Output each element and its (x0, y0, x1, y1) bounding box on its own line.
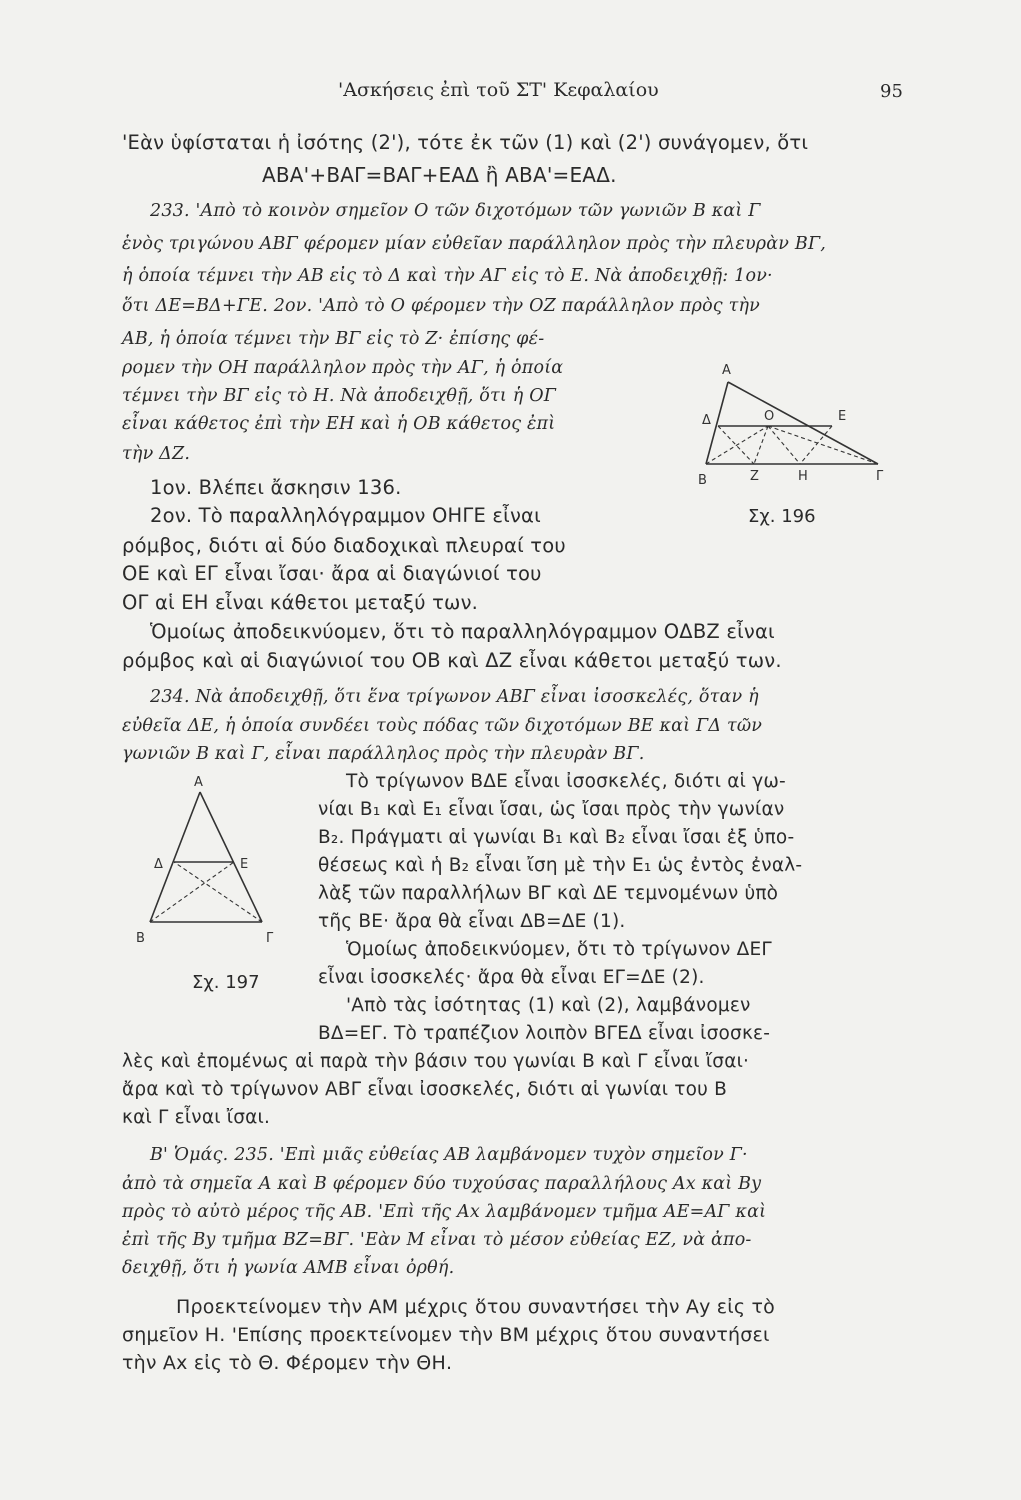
label-Z: Ζ (750, 469, 759, 484)
equation-line: ΑΒΑ'+ΒΑΓ=ΒΑΓ+ΕΑΔ ἢ ΑΒΑ'=ΕΑΔ. (262, 163, 617, 187)
text-line: δειχθῇ, ὅτι ἡ γωνία ΑΜΒ εἶναι ὀρθή. (122, 1258, 455, 1278)
text-line: τὴν Αx εἰς τὸ Θ. Φέρομεν τὴν ΘΗ. (122, 1352, 453, 1374)
text-line: 2ον. Τὸ παραλληλόγραμμον ΟΗΓΕ εἶναι (150, 504, 541, 527)
label-E: Ε (240, 857, 249, 872)
text-line: ἐπὶ τῆς Βy τμῆμα ΒΖ=ΒΓ. 'Εὰν Μ εἶναι τὸ μέσον εὐθείας ΕΖ, νὰ ἀπο- (122, 1230, 752, 1250)
text-line: εἶναι ἰσοσκελές· ἄρα θὰ εἶναι ΕΓ=ΔΕ (2). (318, 967, 705, 988)
exercise-235-statement: Β' Ὁμάς. 235. 'Επὶ μιᾶς εὐθείας ΑΒ λαμβάνομεν τυχὸν σημεῖον Γ· (150, 1145, 748, 1165)
text-line: 'Απὸ τὰς ἰσότητας (1) καὶ (2), λαμβάνομεν (346, 995, 751, 1016)
text-line: εἶναι κάθετος ἐπὶ τὴν ΕΗ καὶ ἡ ΟΒ κάθετος ἐπὶ (122, 414, 556, 434)
text-line: 'Εὰν ὑφίσταται ἡ ἰσότης (2'), τότε ἐκ τῶν (1) καὶ (2') συνάγομεν, ὅτι (122, 131, 809, 154)
running-head: 'Ασκήσεις ἐπὶ τοῦ ΣΤ' Κεφαλαίου (338, 79, 659, 101)
text-line: 1ον. Βλέπει ἄσκησιν 136. (150, 476, 402, 499)
text-line: τῆς ΒΕ· ἄρα θὰ εἶναι ΔΒ=ΔΕ (1). (318, 911, 626, 932)
text-line: ΒΔ=ΕΓ. Τὸ τραπέζιον λοιπὸν ΒΓΕΔ εἶναι ἰσοσκε- (318, 1023, 771, 1044)
text-line: καὶ Γ εἶναι ἴσαι. (122, 1107, 271, 1128)
label-D: Δ (702, 413, 711, 428)
text-line: τέμνει τὴν ΒΓ εἰς τὸ Η. Νὰ ἀποδειχθῇ, ὅτι ἡ ΟΓ (122, 386, 557, 406)
text-line: νίαι Β₁ καὶ Ε₁ εἶναι ἴσαι, ὡς ἴσαι πρὸς τὴν γωνίαν (318, 799, 785, 820)
figure-196-caption: Σχ. 196 (748, 506, 816, 527)
label-G: Γ (266, 931, 274, 946)
text-line: λὲς καὶ ἐπομένως αἱ παρὰ τὴν βάσιν του γωνίαι Β καὶ Γ εἶναι ἴσαι· (122, 1051, 750, 1072)
text-line: Ὁμοίως ἀποδεικνύομεν, ὅτι τὸ παραλληλόγραμμον ΟΔΒΖ εἶναι (150, 620, 775, 643)
text-line: ΟΓ αἱ ΕΗ εἶναι κάθετοι μεταξύ των. (122, 591, 479, 614)
text-line: ΑΒ, ἡ ὁποία τέμνει τὴν ΒΓ εἰς τὸ Ζ· ἐπίσης φέ- (122, 329, 545, 349)
text-line: ρομεν τὴν ΟΗ παράλληλον πρὸς τὴν ΑΓ, ἡ ὁποία (122, 358, 564, 378)
figure-196 (670, 360, 890, 490)
label-O: Ο (764, 409, 775, 424)
text-line: ἄρα καὶ τὸ τρίγωνον ΑΒΓ εἶναι ἰσοσκελές, διότι αἱ γωνίαι του Β (122, 1079, 728, 1100)
figure-197 (130, 770, 300, 950)
label-A: Α (194, 775, 203, 790)
text-line: Ὁμοίως ἀποδεικνύομεν, ὅτι τὸ τρίγωνον ΔΕΓ (346, 939, 772, 960)
text-line: πρὸς τὸ αὐτὸ μέρος τῆς ΑΒ. 'Επὶ τῆς Αx λαμβάνομεν τμῆμα ΑΕ=ΑΓ καὶ (122, 1202, 767, 1222)
text-line: θέσεως καὶ ἡ Β₂ εἶναι ἴση μὲ τὴν Ε₁ ὡς ἐντὸς ἐναλ- (318, 855, 803, 876)
text-line: ὅτι ΔΕ=ΒΔ+ΓΕ. 2ον. 'Απὸ τὸ Ο φέρομεν τὴν ΟΖ παράλληλον πρὸς τὴν (122, 296, 760, 316)
text-line: ἀπὸ τὰ σημεῖα Α καὶ Β φέρομεν δύο τυχούσας παραλλήλους Αx καὶ Βy (122, 1174, 762, 1194)
label-B: Β (136, 931, 145, 946)
label-D: Δ (154, 857, 163, 872)
text-line: ἑνὸς τριγώνου ΑΒΓ φέρομεν μίαν εὐθεῖαν παράλληλον πρὸς τὴν πλευρὰν ΒΓ, (122, 234, 827, 254)
text-line: γωνιῶν Β καὶ Γ, εἶναι παράλληλος πρὸς τὴν πλευρὰν ΒΓ. (122, 744, 645, 764)
text-line: τὴν ΔΖ. (122, 444, 191, 464)
text-line: Β₂. Πράγματι αἱ γωνίαι Β₁ καὶ Β₂ εἶναι ἴσαι ἐξ ὑπο- (318, 827, 795, 848)
figure-197-caption: Σχ. 197 (192, 972, 260, 993)
text-line: ἡ ὁποία τέμνει τὴν ΑΒ εἰς τὸ Δ καὶ τὴν ΑΓ εἰς τὸ Ε. Νὰ ἀποδειχθῇ: 1ον· (122, 266, 773, 286)
text-line: Προεκτείνομεν τὴν ΑΜ μέχρις ὅτου συναντήσει τὴν Αy εἰς τὸ (176, 1296, 775, 1318)
label-A: Α (722, 363, 731, 378)
text-line: εὐθεῖα ΔΕ, ἡ ὁποία συνδέει τοὺς πόδας τῶν διχοτόμων ΒΕ καὶ ΓΔ τῶν (122, 716, 763, 736)
exercise-234-statement: 234. Νὰ ἀποδειχθῇ, ὅτι ἕνα τρίγωνον ΑΒΓ εἶναι ἰσοσκελές, ὅταν ἡ (150, 687, 759, 707)
label-E: Ε (838, 409, 847, 424)
label-H: Η (798, 469, 808, 484)
text-line: Τὸ τρίγωνον ΒΔΕ εἶναι ἰσοσκελές, διότι αἱ γω- (346, 771, 786, 792)
text-line: ρόμβος, διότι αἱ δύο διαδοχικαὶ πλευραί του (122, 534, 566, 557)
text-line: λὰξ τῶν παραλλήλων ΒΓ καὶ ΔΕ τεμνομένων ὑπὸ (318, 883, 779, 904)
label-G: Γ (876, 469, 884, 484)
text-line: σημεῖον Η. 'Επίσης προεκτείνομεν τὴν ΒΜ μέχρις ὅτου συναντήσει (122, 1324, 770, 1346)
label-B: Β (698, 473, 707, 488)
page-number: 95 (880, 81, 903, 102)
text-line: ρόμβος καὶ αἱ διαγώνιοί του ΟΒ καὶ ΔΖ εἶναι κάθετοι μεταξύ των. (122, 649, 782, 672)
exercise-233-statement: 233. 'Απὸ τὸ κοινὸν σημεῖον Ο τῶν διχοτόμων τῶν γωνιῶν Β καὶ Γ (150, 201, 761, 221)
text-line: ΟΕ καὶ ΕΓ εἶναι ἴσαι· ἄρα αἱ διαγώνιοί του (122, 562, 542, 585)
